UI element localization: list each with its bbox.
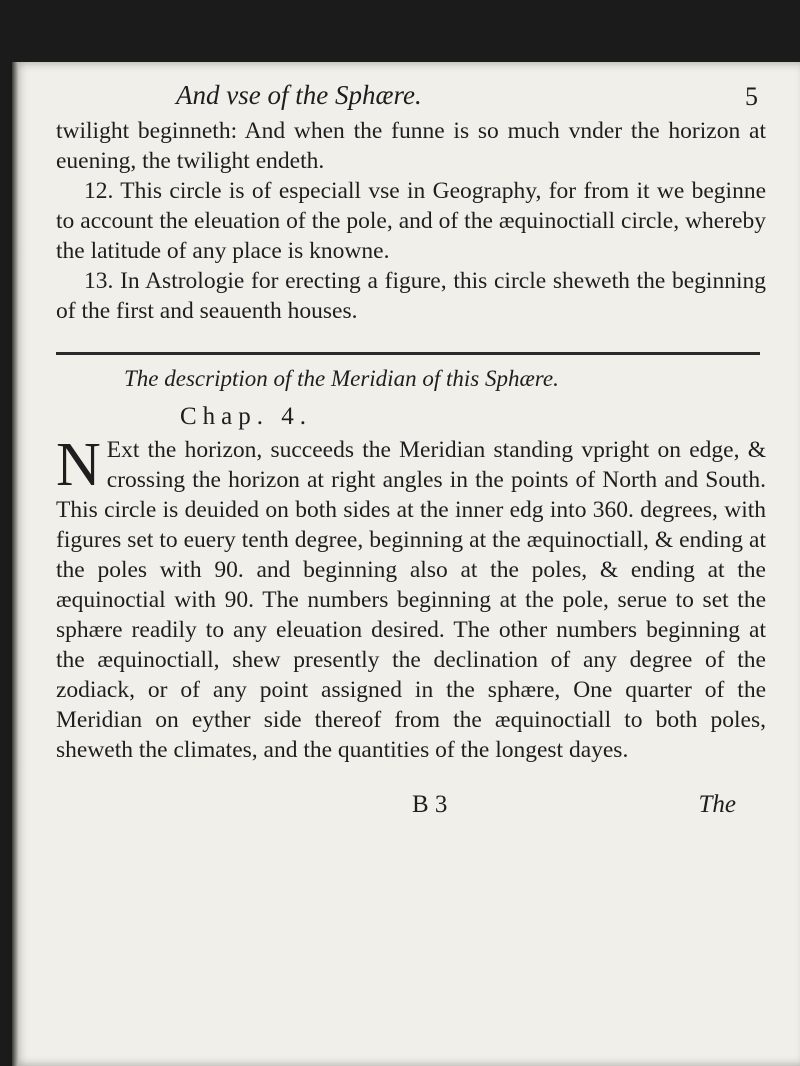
chapter-heading: Chap. 4. bbox=[180, 403, 313, 430]
chapter-paragraph bbox=[56, 431, 766, 765]
text-block bbox=[56, 80, 766, 825]
signature-mark: B 3 bbox=[412, 791, 448, 818]
paragraph-12: 12. This circle is of especiall vse in Geography, for from it we beginne to account the eleuation of the pole, and of the æquinoctiall circle, whereby the latitude of any place is knowne. bbox=[56, 178, 766, 264]
section-rule bbox=[56, 352, 760, 355]
running-title: And vse of the Sphære. bbox=[176, 80, 422, 110]
paragraph-continued: twilight beginneth: And when the funne is so much vnder the horizon at euening, the twilight endeth. bbox=[56, 118, 766, 174]
running-head bbox=[56, 80, 766, 116]
catchword: The bbox=[698, 791, 736, 818]
page-footer bbox=[56, 791, 766, 825]
page-number: 5 bbox=[745, 82, 758, 111]
chapter-body: Ext the horizon, succeeds the Meridian standing vpright on edge, & crossing the horizon at right angles in the points of North and South. This circle is deuided on both sides at the inner edg into 360. degrees, with figures set to euery tenth degree, beginning at the æquinoctiall, & ending at the poles with 90. and beginning also at the poles, & ending at the æquinoctial with 90. The numbers beginning at the pole, serue to set the sphære readily to any eleuation desired. The other numbers beginning at the æquinoctiall, shew presently the declination of any degree of the zodiack, or of any point assigned in the sphære, One quarter of the Meridian on eyther side thereof from the æquinoctiall to both poles, sheweth the climates, and the quantities of the longest dayes. bbox=[56, 437, 766, 763]
paragraph-13: 13. In Astrologie for erecting a figure, this circle sheweth the beginning of the first and seauenth houses. bbox=[56, 268, 766, 324]
section-title: The description of the Meridian of this Sphære. bbox=[124, 366, 559, 391]
drop-cap: N bbox=[56, 431, 101, 499]
book-page bbox=[12, 62, 800, 1066]
